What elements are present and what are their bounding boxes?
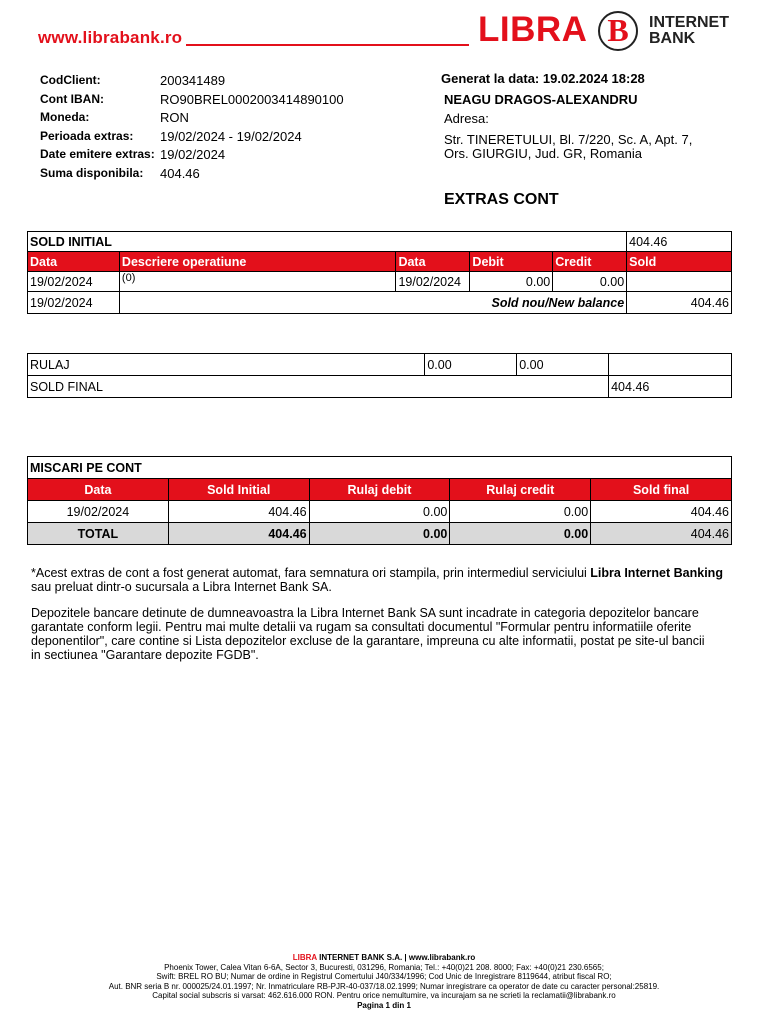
final-balance-row bbox=[28, 376, 732, 398]
col-credit: Credit bbox=[553, 252, 627, 272]
operations-table bbox=[27, 231, 732, 314]
row-date: 19/02/2024 bbox=[28, 272, 120, 292]
row-debit: 0.00 bbox=[470, 272, 553, 292]
new-balance-row bbox=[28, 292, 732, 314]
movement-final: 404.46 bbox=[591, 501, 732, 523]
col-sold: Sold bbox=[627, 252, 732, 272]
initial-balance-row bbox=[28, 232, 732, 252]
table-header bbox=[28, 252, 732, 272]
issue-date-label: Date emitere extras: bbox=[40, 147, 155, 161]
footer-line-3: Swift: BREL RO BU; Numar de ordine in Registrul Comertului J40/334/1996; Cod Unic de Inregistrare 8119644, atribut fiscal RO; bbox=[156, 972, 612, 982]
page-number: Pagina 1 din 1 bbox=[357, 1000, 411, 1010]
auto-generated-note bbox=[31, 566, 731, 594]
iban-label: Cont IBAN: bbox=[40, 92, 104, 106]
deposit-line-3: deponentilor", care contine si Lista depozitelor excluse de la garantare, impreuna cu alte informatii, postat pe site-ul bancii bbox=[31, 634, 705, 648]
col-date: Data bbox=[28, 479, 169, 501]
header-divider bbox=[186, 44, 469, 46]
period-label: Perioada extras: bbox=[40, 129, 134, 143]
address-label: Adresa: bbox=[444, 111, 489, 126]
logo-b-icon: B bbox=[607, 12, 629, 48]
initial-balance-value: 404.46 bbox=[627, 232, 732, 252]
deposit-guarantee-note bbox=[31, 606, 731, 662]
movements-table bbox=[27, 456, 732, 545]
movements-title: MISCARI PE CONT bbox=[28, 457, 732, 479]
table-row bbox=[28, 272, 732, 292]
col-turnover-debit: Rulaj debit bbox=[309, 479, 450, 501]
movement-debit: 0.00 bbox=[309, 501, 450, 523]
new-balance-value: 404.46 bbox=[627, 292, 732, 314]
total-credit: 0.00 bbox=[450, 523, 591, 545]
col-description: Descriere operatiune bbox=[119, 252, 396, 272]
deposit-line-2: garantate conform legii. Pentru mai multe detalii va rugam sa consultati documentul "Formular pentru informatiile oferite bbox=[31, 620, 692, 634]
logo-bank-text: BANK bbox=[649, 30, 696, 47]
client-name: NEAGU DRAGOS-ALEXANDRU bbox=[444, 92, 638, 107]
col-date-2: Data bbox=[396, 252, 470, 272]
total-initial: 404.46 bbox=[168, 523, 309, 545]
generated-date: Generat la data: 19.02.2024 18:28 bbox=[441, 71, 645, 86]
logo-libra-text: LIBRA bbox=[478, 10, 588, 49]
total-final: 404.46 bbox=[591, 523, 732, 545]
address-line-2: Ors. GIURGIU, Jud. GR, Romania bbox=[444, 146, 642, 161]
footer-line-2: Phoenix Tower, Calea Vitan 6-6A, Sector 3, Bucuresti, 031296, Romania; Tel.: +40(0)21 208. 8000; Fax: +40(0)21 230.6565; bbox=[164, 962, 604, 972]
row-date-2: 19/02/2024 bbox=[396, 272, 470, 292]
turnover-empty bbox=[609, 354, 732, 376]
page-title: EXTRAS CONT bbox=[444, 191, 559, 208]
col-date: Data bbox=[28, 252, 120, 272]
turnover-row bbox=[28, 354, 732, 376]
col-final: Sold final bbox=[591, 479, 732, 501]
footer-line-4: Aut. BNR seria B nr. 000025/24.01.1997; Nr. Inmatriculare RB-PJR-40-037/18.02.1999; Numar inregistrare ca operator de date cu caracter personal:25819. bbox=[108, 981, 660, 991]
client-code-value: 200341489 bbox=[160, 73, 226, 88]
period-value: 19/02/2024 - 19/02/2024 bbox=[160, 129, 302, 144]
auto-note-bold: Libra Internet Banking bbox=[590, 566, 723, 580]
initial-balance-label: SOLD INITIAL bbox=[28, 232, 627, 252]
logo-internet-text: INTERNET bbox=[649, 14, 729, 31]
deposit-line-4: in sectiunea "Garantare depozite FGDB". bbox=[31, 648, 259, 662]
movements-header bbox=[28, 479, 732, 501]
footer-company bbox=[0, 953, 768, 963]
currency-value: RON bbox=[160, 110, 189, 125]
currency-label: Moneda: bbox=[40, 110, 90, 124]
row-credit: 0.00 bbox=[553, 272, 627, 292]
auto-note-post: sau preluat dintr-o sucursala a Libra Internet Bank SA. bbox=[31, 580, 332, 594]
movements-title-row bbox=[28, 457, 732, 479]
turnover-label: RULAJ bbox=[28, 354, 425, 376]
new-balance-date: 19/02/2024 bbox=[28, 292, 120, 314]
col-turnover-credit: Rulaj credit bbox=[450, 479, 591, 501]
address-line-1: Str. TINERETULUI, Bl. 7/220, Sc. A, Apt. 7, bbox=[444, 132, 693, 147]
final-balance-value: 404.46 bbox=[609, 376, 732, 398]
turnover-table bbox=[27, 353, 732, 398]
movement-credit: 0.00 bbox=[450, 501, 591, 523]
final-balance-label: SOLD FINAL bbox=[28, 376, 609, 398]
turnover-credit: 0.00 bbox=[517, 354, 609, 376]
footer bbox=[0, 953, 768, 1011]
table-row bbox=[28, 501, 732, 523]
available-balance-label: Suma disponibila: bbox=[40, 166, 144, 180]
total-label: TOTAL bbox=[28, 523, 169, 545]
bank-url[interactable]: www.librabank.ro bbox=[38, 28, 183, 47]
total-debit: 0.00 bbox=[309, 523, 450, 545]
col-initial: Sold Initial bbox=[168, 479, 309, 501]
movement-date: 19/02/2024 bbox=[28, 501, 169, 523]
client-code-label: CodClient: bbox=[40, 73, 101, 87]
auto-note-pre: *Acest extras de cont a fost generat automat, fara semnatura ori stampila, prin intermediul serviciului bbox=[31, 566, 591, 580]
col-debit: Debit bbox=[470, 252, 553, 272]
available-balance-value: 404.46 bbox=[160, 166, 200, 181]
row-description: (0) bbox=[119, 272, 396, 292]
issue-date-value: 19/02/2024 bbox=[160, 147, 226, 162]
turnover-debit: 0.00 bbox=[425, 354, 517, 376]
footer-company-rest: INTERNET BANK S.A. | www.librabank.ro bbox=[316, 953, 476, 962]
footer-libra: LIBRA bbox=[292, 953, 317, 962]
total-row bbox=[28, 523, 732, 545]
new-balance-label: Sold nou/New balance bbox=[119, 292, 626, 314]
deposit-line-1: Depozitele bancare detinute de dumneavoastra la Libra Internet Bank SA sunt incadrate in categoria depozitelor bancare bbox=[31, 606, 699, 620]
iban-value: RO90BREL0002003414890100 bbox=[160, 92, 344, 107]
row-sold bbox=[627, 272, 732, 292]
movement-initial: 404.46 bbox=[168, 501, 309, 523]
footer-line-5: Capital social subscris si varsat: 462.616.000 RON. Pentru orice nemultumire, va incurajam sa ne scrieti la reclamatii@librabank.ro bbox=[152, 991, 616, 1001]
